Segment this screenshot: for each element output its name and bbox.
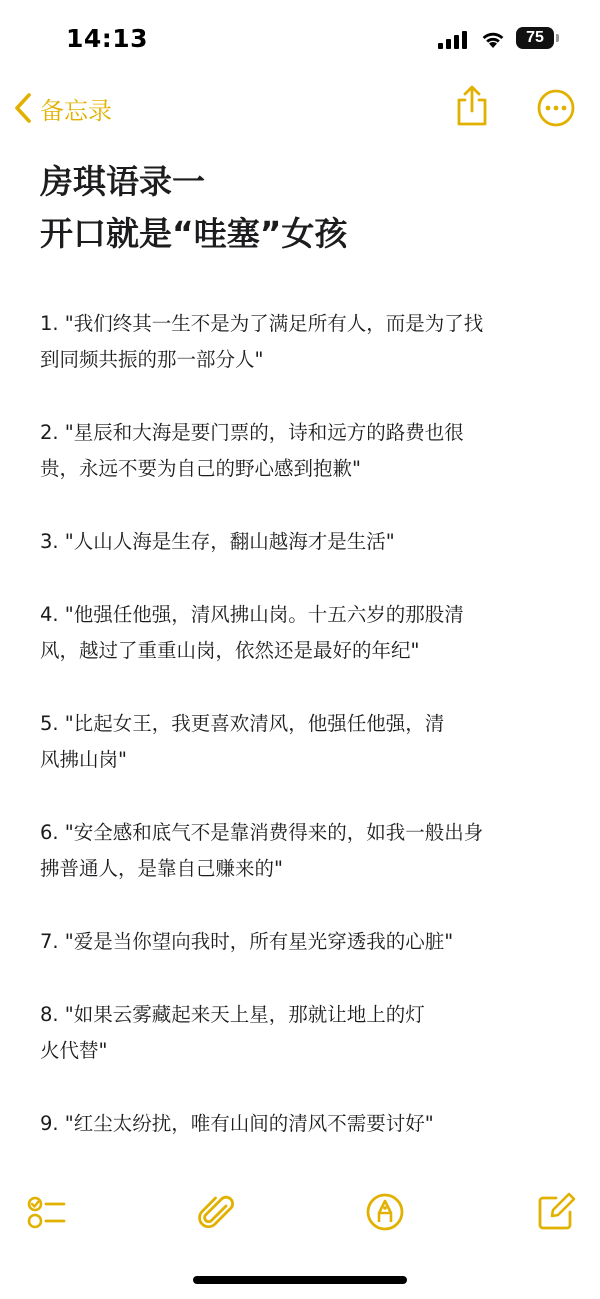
quote-item: [40, 306, 570, 378]
quote-item: [40, 815, 570, 887]
back-button[interactable]: [12, 88, 112, 128]
checklist-icon[interactable]: [26, 1192, 66, 1232]
quote-line: 拂普通人，是靠自己赚来的": [40, 857, 283, 880]
share-icon[interactable]: [452, 84, 492, 128]
quote-item: [40, 597, 570, 669]
status-time: 14:13: [66, 24, 149, 53]
quote-line: 9. "红尘太纷扰，唯有山间的清风不需要讨好": [40, 1112, 434, 1135]
status-bar: [0, 0, 600, 80]
quote-line: 4. "他强任他强，清风拂山岗。十五六岁的那股清: [40, 603, 464, 626]
nav-bar: [0, 82, 600, 132]
paperclip-icon[interactable]: [196, 1192, 236, 1232]
quote-line: 7. "爱是当你望向我时，所有星光穿透我的心脏": [40, 930, 454, 953]
quote-line: 到同频共振的那一部分人": [40, 348, 264, 371]
quote-item: [40, 415, 570, 487]
quote-item: [40, 924, 570, 960]
note-title-line-2: 开口就是“哇塞”女孩: [40, 214, 348, 253]
quote-item: [40, 524, 570, 560]
back-label: 备忘录: [40, 96, 112, 125]
battery-tip: [556, 34, 559, 42]
chevron-left-icon: [12, 92, 34, 124]
bottom-toolbar: [0, 1188, 600, 1238]
home-indicator[interactable]: [193, 1276, 407, 1284]
quote-line: 5. "比起女王，我更喜欢清风，他强任他强，清: [40, 712, 445, 735]
more-icon[interactable]: [536, 88, 576, 128]
markup-pen-icon[interactable]: [365, 1192, 405, 1232]
quote-line: 3. "人山人海是生存，翻山越海才是生活": [40, 530, 395, 553]
note-body[interactable]: [40, 306, 570, 1179]
quote-line: 8. "如果云雾藏起来天上星，那就让地上的灯: [40, 1003, 425, 1026]
quote-item: [40, 1106, 570, 1142]
compose-icon[interactable]: [536, 1192, 576, 1232]
wifi-icon: [480, 29, 506, 49]
battery-icon: [516, 27, 560, 51]
quote-line: 风，越过了重重山岗，依然还是最好的年纪": [40, 639, 420, 662]
quote-line: 火代替": [40, 1039, 108, 1062]
quote-line: 风拂山岗": [40, 748, 127, 771]
quote-line: 贵，永远不要为自己的野心感到抱歉": [40, 457, 361, 480]
quote-item: [40, 997, 570, 1069]
signal-icon: [438, 31, 470, 49]
quote-item: [40, 706, 570, 778]
note-title-line-1: 房琪语录一: [40, 162, 205, 201]
note-title[interactable]: [40, 156, 570, 260]
quote-line: 2. "星辰和大海是要门票的，诗和远方的路费也很: [40, 421, 464, 444]
quote-line: 1. "我们终其一生不是为了满足所有人，而是为了找: [40, 312, 484, 335]
quote-line: 6. "安全感和底气不是靠消费得来的，如我一般出身: [40, 821, 484, 844]
battery-level: 75: [516, 27, 554, 49]
